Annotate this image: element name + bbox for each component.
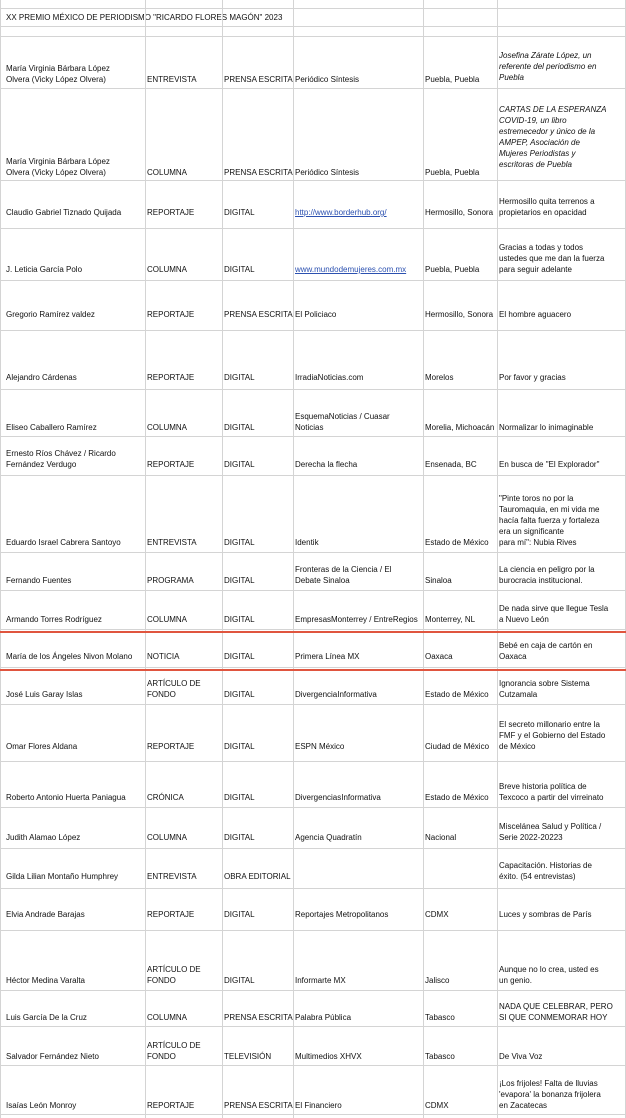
cell-name: Omar Flores Aldana xyxy=(6,742,78,751)
row-gridline xyxy=(0,1026,626,1027)
cell-medium: PRENSA ESCRITA xyxy=(224,310,293,319)
cell-location: Hermosillo, Sonora xyxy=(425,310,494,319)
cell-medium: DIGITAL xyxy=(224,652,255,661)
cell-category: ARTÍCULO DE FONDO xyxy=(147,1041,201,1061)
sheet-title: XX PREMIO MÉXICO DE PERIODISMO "RICARDO FLORES MAGÓN" 2023 xyxy=(6,13,283,22)
cell-category: ENTREVISTA xyxy=(147,872,197,881)
cell-outlet: Fronteras de la Ciencia / El Debate Sinaloa xyxy=(295,565,392,585)
cell-work: Breve historia política de Texcoco a partir del virreinato xyxy=(499,782,604,802)
cell-location: Morelos xyxy=(425,373,454,382)
cell-work: "Pinte toros no por la Tauromaquia, en mi vida me hacía falta fuerza y fortaleza era un significante para mí": Nubia Rives xyxy=(499,494,600,547)
cell-outlet: Informarte MX xyxy=(295,976,346,985)
cell-category: COLUMNA xyxy=(147,168,188,177)
cell-category: REPORTAJE xyxy=(147,910,195,919)
cell-outlet: El Financiero xyxy=(295,1101,342,1110)
row-gridline xyxy=(0,667,626,668)
cell-name: Elvia Andrade Barajas xyxy=(6,910,85,919)
cell-category: REPORTAJE xyxy=(147,373,195,382)
cell-medium: PRENSA ESCRITA xyxy=(224,1013,293,1022)
cell-location: CDMX xyxy=(425,910,449,919)
cell-name: Luis García De la Cruz xyxy=(6,1013,87,1022)
cell-name: J. Leticia García Polo xyxy=(6,265,83,274)
row-gridline xyxy=(0,436,626,437)
cell-name: Gilda Lilian Montaño Humphrey xyxy=(6,872,119,881)
cell-outlet: Primera Línea MX xyxy=(295,652,360,661)
cell-work: Ignorancia sobre Sistema Cutzamala xyxy=(499,679,590,699)
cell-outlet: ESPN México xyxy=(295,742,345,751)
cell-work: La ciencia en peligro por la burocracia institucional. xyxy=(499,565,595,585)
row-gridline xyxy=(0,26,626,27)
cell-location: Monterrey, NL xyxy=(425,615,476,624)
cell-medium: DIGITAL xyxy=(224,460,255,469)
cell-work: CARTAS DE LA ESPERANZA COVID-19, un libro estremecedor y único de la AMPEP, Asociación de Mujeres Periodistas y escritoras de Puebla xyxy=(499,105,607,169)
cell-name: Ernesto Ríos Chávez / Ricardo Fernández Verdugo xyxy=(6,449,116,469)
cell-outlet: EsquemaNoticias / Cuasar Noticias xyxy=(295,412,390,432)
cell-work: En busca de "El Explorador" xyxy=(499,460,600,469)
row-gridline xyxy=(0,848,626,849)
cell-name: Alejandro Cárdenas xyxy=(6,373,77,382)
cell-category: COLUMNA xyxy=(147,1013,188,1022)
cell-name: José Luis Garay Islas xyxy=(6,690,83,699)
row-gridline xyxy=(0,180,626,181)
cell-location: Puebla, Puebla xyxy=(425,168,480,177)
cell-outlet: Periódico Síntesis xyxy=(295,168,360,177)
row-gridline xyxy=(0,8,626,9)
row-gridline xyxy=(0,552,626,553)
cell-name: Eliseo Caballero Ramírez xyxy=(6,423,97,432)
cell-work: Gracias a todas y todos ustedes que me dan la fuerza para seguir adelante xyxy=(499,243,605,274)
row-gridline xyxy=(0,280,626,281)
cell-location: Estado de México xyxy=(425,690,489,699)
cell-work: Capacitación. Historias de éxito. (54 entrevistas) xyxy=(499,861,592,881)
cell-category: ENTREVISTA xyxy=(147,75,197,84)
cell-outlet: Identik xyxy=(295,538,319,547)
cell-medium: DIGITAL xyxy=(224,793,255,802)
cell-work: De Viva Voz xyxy=(499,1052,543,1061)
cell-name: Armando Torres Rodríguez xyxy=(6,615,102,624)
row-gridline xyxy=(0,1114,626,1115)
cell-work: Luces y sombras de París xyxy=(499,910,592,919)
cell-name: Fernando Fuentes xyxy=(6,576,72,585)
cell-category: CRÓNICA xyxy=(147,793,184,802)
cell-outlet: Reportajes Metropolitanos xyxy=(295,910,389,919)
cell-work: Por favor y gracias xyxy=(499,373,566,382)
cell-category: REPORTAJE xyxy=(147,208,195,217)
cell-medium: DIGITAL xyxy=(224,423,255,432)
cell-medium: TELEVISIÓN xyxy=(224,1052,272,1061)
cell-category: PROGRAMA xyxy=(147,576,194,585)
cell-category: REPORTAJE xyxy=(147,1101,195,1110)
cell-work: Miscelánea Salud y Política / Serie 2022-20223 xyxy=(499,822,602,842)
cell-medium: DIGITAL xyxy=(224,833,255,842)
cell-location: Nacional xyxy=(425,833,457,842)
row-gridline xyxy=(0,629,626,630)
cell-category: COLUMNA xyxy=(147,615,188,624)
cell-medium: DIGITAL xyxy=(224,690,255,699)
row-gridline xyxy=(0,330,626,331)
cell-outlet: DivergenciaInformativa xyxy=(295,690,377,699)
cell-outlet[interactable]: www.mundodemujeres.com.mx xyxy=(295,265,407,274)
cell-medium: DIGITAL xyxy=(224,265,255,274)
cell-category: REPORTAJE xyxy=(147,310,195,319)
cell-location: Tabasco xyxy=(425,1013,455,1022)
cell-outlet: Periódico Síntesis xyxy=(295,75,360,84)
cell-medium: OBRA EDITORIAL xyxy=(224,872,291,881)
row-gridline xyxy=(0,990,626,991)
cell-category: COLUMNA xyxy=(147,265,188,274)
cell-location: Puebla, Puebla xyxy=(425,265,480,274)
cell-outlet: Multimedios XHVX xyxy=(295,1052,362,1061)
cell-location: Sinaloa xyxy=(425,576,452,585)
row-gridline xyxy=(0,1065,626,1066)
cell-name: Gregorio Ramírez valdez xyxy=(6,310,95,319)
cell-outlet: DivergenciasInformativa xyxy=(295,793,381,802)
cell-work: Aunque no lo crea, usted es un genio. xyxy=(499,965,599,985)
cell-outlet[interactable]: http://www.borderhub.org/ xyxy=(295,208,387,217)
cell-outlet: Agencia Quadratín xyxy=(295,833,362,842)
cell-work: El hombre aguacero xyxy=(499,310,572,319)
cell-work: De nada sirve que llegue Tesla a Nuevo León xyxy=(499,604,609,624)
cell-location: Jalisco xyxy=(425,976,450,985)
cell-category: REPORTAJE xyxy=(147,460,195,469)
cell-outlet: Palabra Pública xyxy=(295,1013,352,1022)
cell-name: Roberto Antonio Huerta Paniagua xyxy=(6,793,126,802)
cell-name: Claudio Gabriel Tiznado Quijada xyxy=(6,208,122,217)
cell-location: Hermosillo, Sonora xyxy=(425,208,494,217)
cell-medium: DIGITAL xyxy=(224,615,255,624)
cell-location: Oaxaca xyxy=(425,652,453,661)
cell-work: Normalizar lo inimaginable xyxy=(499,423,594,432)
cell-medium: DIGITAL xyxy=(224,910,255,919)
cell-location: Estado de México xyxy=(425,538,489,547)
cell-category: COLUMNA xyxy=(147,833,188,842)
cell-work: Josefina Zárate López, un referente del periodismo en Puebla xyxy=(499,50,597,82)
column-gridline xyxy=(0,0,1,1118)
cell-work: Hermosillo quita terrenos a propietarios en opacidad xyxy=(499,197,595,217)
cell-medium: DIGITAL xyxy=(224,576,255,585)
cell-medium: DIGITAL xyxy=(224,742,255,751)
cell-location: CDMX xyxy=(425,1101,449,1110)
cell-outlet: Derecha la flecha xyxy=(295,460,358,469)
row-gridline xyxy=(0,88,626,89)
cell-category: REPORTAJE xyxy=(147,742,195,751)
row-gridline xyxy=(0,228,626,229)
cell-location: Morelia, Michoacán xyxy=(425,423,495,432)
cell-category: ARTÍCULO DE FONDO xyxy=(147,965,201,985)
row-gridline xyxy=(0,807,626,808)
cell-location: Ciudad de México xyxy=(425,742,490,751)
row-gridline xyxy=(0,36,626,37)
highlight-line-bottom xyxy=(0,669,626,671)
cell-name: Héctor Medina Varalta xyxy=(6,976,85,985)
cell-medium: DIGITAL xyxy=(224,538,255,547)
cell-work: ¡Los frijoles! Falta de lluvias 'evapora' la bonanza frijolera en Zacatecas xyxy=(499,1079,601,1110)
cell-name: María de los Ángeles Nivon Molano xyxy=(6,652,133,661)
cell-location: Ensenada, BC xyxy=(425,460,477,469)
cell-name: Eduardo Israel Cabrera Santoyo xyxy=(6,538,121,547)
cell-category: ENTREVISTA xyxy=(147,538,197,547)
row-gridline xyxy=(0,888,626,889)
cell-location: Tabasco xyxy=(425,1052,455,1061)
row-gridline xyxy=(0,475,626,476)
cell-category: ARTÍCULO DE FONDO xyxy=(147,679,201,699)
cell-work: NADA QUE CELEBRAR, PERO SI QUE CONMEMORAR HOY xyxy=(499,1002,613,1022)
cell-outlet: EmpresasMonterrey / EntreRegios xyxy=(295,615,418,624)
cell-category: NOTICIA xyxy=(147,652,180,661)
cell-medium: DIGITAL xyxy=(224,373,255,382)
cell-location xyxy=(425,853,497,882)
row-gridline xyxy=(0,761,626,762)
cell-work: El secreto millonario entre la FMF y el Gobierno del Estado de México xyxy=(499,720,606,751)
row-gridline xyxy=(0,389,626,390)
cell-medium: PRENSA ESCRITA xyxy=(224,1101,293,1110)
cell-name: Salvador Fernández Nieto xyxy=(6,1052,99,1061)
cell-outlet xyxy=(295,853,423,882)
row-gridline xyxy=(0,704,626,705)
cell-location: Puebla, Puebla xyxy=(425,75,480,84)
cell-name: Judith Alamao López xyxy=(6,833,81,842)
cell-name: Isaías León Monroy xyxy=(6,1101,77,1110)
cell-name: María Virginia Bárbara López Olvera (Vicky López Olvera) xyxy=(6,64,110,84)
cell-work: Bebé en caja de cartón en Oaxaca xyxy=(499,641,593,661)
cell-medium: DIGITAL xyxy=(224,208,255,217)
highlight-line-top xyxy=(0,631,626,633)
cell-outlet: El Policiaco xyxy=(295,310,337,319)
column-gridline xyxy=(222,0,223,1118)
cell-category: COLUMNA xyxy=(147,423,188,432)
cell-location: Estado de México xyxy=(425,793,489,802)
cell-medium: DIGITAL xyxy=(224,976,255,985)
row-gridline xyxy=(0,590,626,591)
cell-name: María Virginia Bárbara López Olvera (Vicky López Olvera) xyxy=(6,157,110,177)
column-gridline xyxy=(497,0,498,1118)
column-gridline xyxy=(145,0,146,1118)
cell-outlet: IrradiaNoticias.com xyxy=(295,373,364,382)
cell-medium: PRENSA ESCRITA xyxy=(224,75,293,84)
cell-medium: PRENSA ESCRITA xyxy=(224,168,293,177)
column-gridline xyxy=(423,0,424,1118)
row-gridline xyxy=(0,930,626,931)
